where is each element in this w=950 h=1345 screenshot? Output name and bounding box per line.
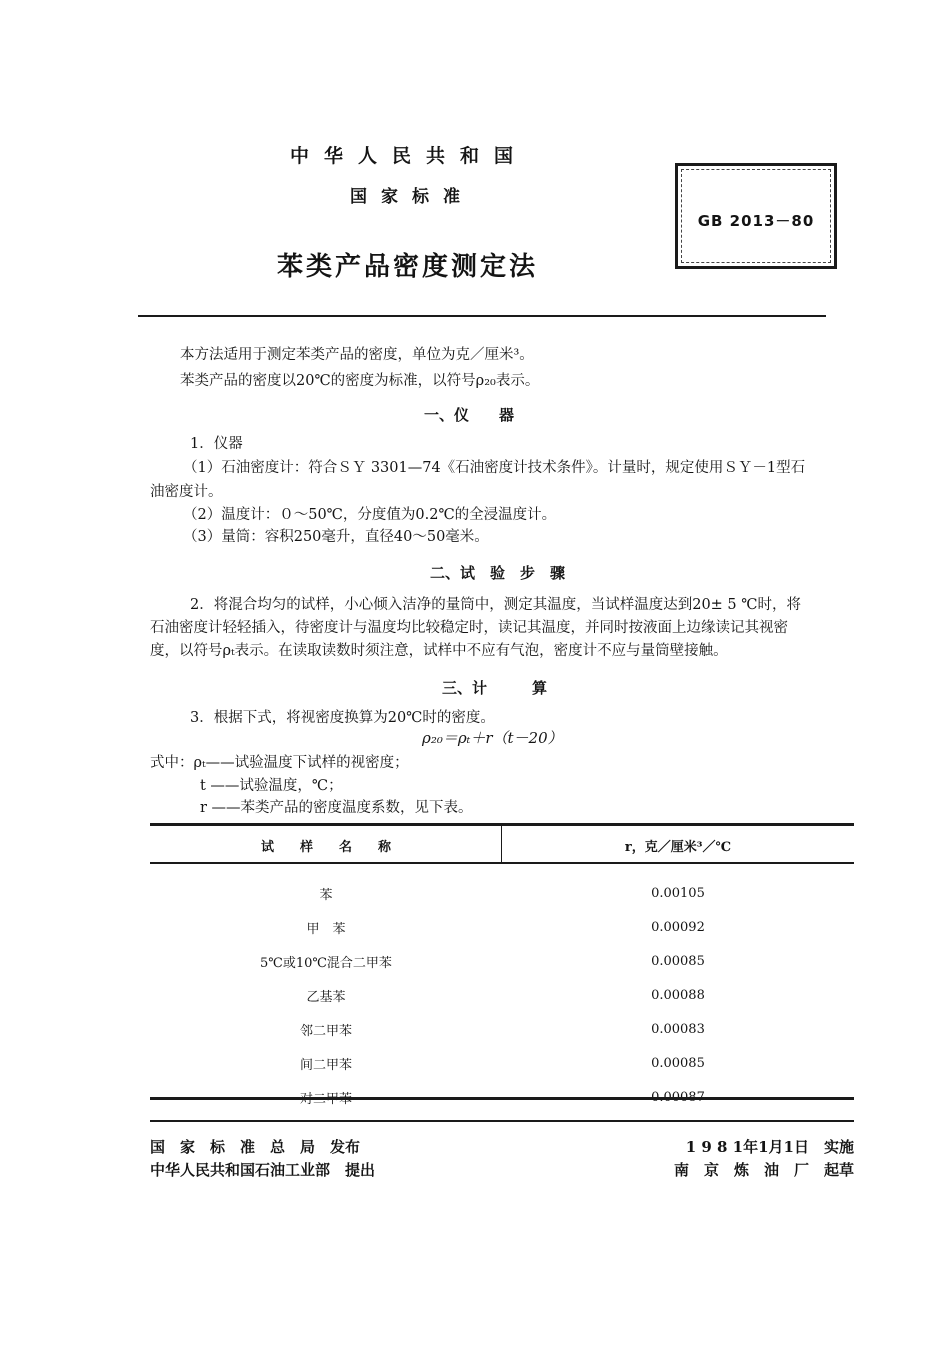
document-title: 苯类产品密度测定法 [277,252,539,282]
footer-effective-date: 1 9 8 1年1月1日 实施 [685,1138,854,1156]
table-bottom-rule [150,1097,854,1100]
table-row [150,1046,854,1080]
coefficient-value: 0.00083 [651,1021,705,1037]
table-header-coefficient: r，克／厘米³／℃ [624,839,732,855]
intro-line-2: 苯类产品的密度以20℃的密度为标准，以符号ρ₂₀表示。 [180,373,540,389]
standard-code: GB 2013－80 [697,212,815,230]
section-1-item-title: 1．仪器 [190,436,243,452]
formula-where-3: r ——苯类产品的密度温度系数，见下表。 [200,800,473,816]
footer-rule [150,1120,854,1122]
section-2-line-2: 石油密度计轻轻插入，待密度计与温度均比较稳定时，读记其温度，并同时按液面上边缘读记其视密 [150,620,788,636]
footer-issuer: 国 家 标 准 总 局 发布 [150,1138,361,1156]
table-header-sample: 试 样 名 称 [260,839,391,855]
formula-where-2: t ——试验温度，℃； [200,778,343,794]
standard-code-box [675,163,837,269]
footer-drafter: 南 京 炼 油 厂 起草 [673,1161,854,1179]
intro-line-1: 本方法适用于测定苯类产品的密度，单位为克／厘米³。 [180,347,534,363]
coefficient-value: 0.00088 [651,987,705,1003]
section-1-item-3: （3）量筒：容积250毫升，直径40～50毫米。 [183,529,489,545]
standard-label: 国家标准 [350,187,474,207]
section-1-item-1-line-2: 油密度计。 [150,484,223,500]
country-name: 中华人民共和国 [290,145,529,167]
coefficient-table [150,826,854,1114]
coefficient-value: 0.00085 [651,1055,705,1071]
section-3-line-1: 3．根据下式，将视密度换算为20℃时的密度。 [190,710,495,726]
section-3-heading: 三、计 算 [442,679,548,697]
footer-proposer: 中华人民共和国石油工业部 提出 [150,1161,376,1179]
coefficient-value: 0.00105 [651,885,705,901]
sample-name: 邻二甲苯 [299,1023,352,1039]
section-2-line-1: 2．将混合均匀的试样，小心倾入洁净的量筒中，测定其温度，当试样温度达到20± 5 ℃时，将 [190,597,801,613]
sample-name: 间二甲苯 [299,1057,352,1073]
sample-name: 苯 [319,887,333,903]
sample-name: 甲 苯 [306,921,346,937]
table-row [150,944,854,978]
table-row [150,876,854,910]
table-row [150,910,854,944]
section-1-item-2: （2）温度计：０～50℃，分度值为0.2℃的全浸温度计。 [183,507,557,523]
table-row [150,1012,854,1046]
section-2-line-3: 度，以符号ρₜ表示。在读取读数时须注意，试样中不应有气泡，密度计不应与量筒壁接触。 [150,643,728,659]
table-header-row [150,826,854,864]
coefficient-value: 0.00092 [651,919,705,935]
section-1-heading: 一、仪 器 [424,406,515,424]
sample-name: 乙基苯 [306,989,346,1005]
formula-where-1: 式中：ρₜ——试验温度下试样的视密度； [150,755,409,771]
table-row [150,978,854,1012]
section-2-heading: 二、试 验 步 骤 [430,564,566,582]
coefficient-value: 0.00085 [651,953,705,969]
header-divider [138,315,826,317]
section-1-item-1-line-1: （1）石油密度计：符合ＳＹ 3301—74《石油密度计技术条件》。计量时，规定使用ＳＹ－1型石 [183,460,806,476]
density-formula: ρ₂₀＝ρₜ＋r（t－20） [422,729,563,747]
sample-name: 5℃或10℃混合二甲苯 [260,955,392,971]
